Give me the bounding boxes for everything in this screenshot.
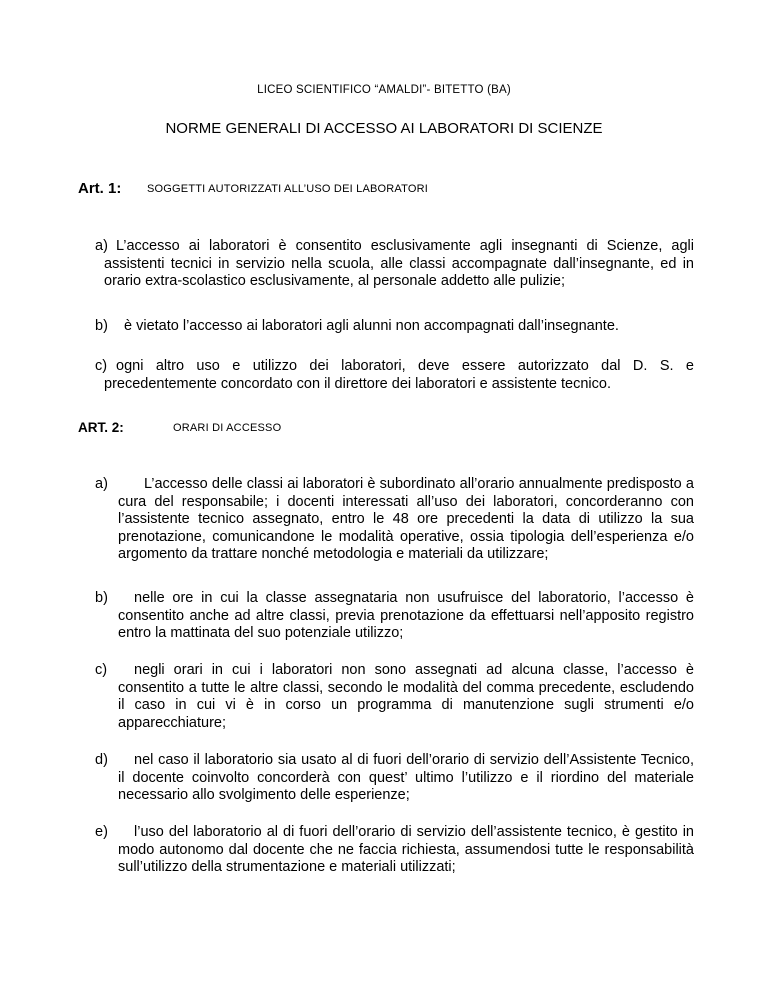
- article-1-item-c-letter: c): [95, 358, 108, 374]
- article-2-item-a-text: L’accesso delle classi ai laboratori è subordinato all’orario annualmente predisposto a cura del responsabile; i docenti interessati all’uso dei laboratori, concorderanno con l’assistente tecnico assegnato, entro le 48 ore precedenti la data di utilizzo la sua prenotazione, comunicandone le modalità operative, ossia tipologia dell’esperienza e/o argomento da trattare nonché metodologia e materiali da utilizzare;: [118, 476, 694, 562]
- school-header: LICEO SCIENTIFICO “AMALDI”- BITETTO (BA): [257, 84, 511, 96]
- article-2-item-e-text: l’uso del laboratorio al di fuori dell’orario di servizio dell’assistente tecnico, è gestito in modo autonomo dal docente che ne faccia richiesta, assumendosi tutte le responsabilità sull’utilizzo della strumentazione e materiali utilizzati;: [118, 824, 694, 875]
- article-2-item-c-letter: c): [95, 662, 108, 678]
- article-2-item-c-text: negli orari in cui i laboratori non sono assegnati ad alcuna classe, l’accesso è consentito a tutte le altre classi, secondo le modalità del comma precedente, escludendo il caso in cui vi è in corso un programma di manutenzione sugli strumenti e/o apparecchiature;: [118, 662, 694, 731]
- article-2-item-d-letter: d): [95, 752, 108, 768]
- article-2-item-a-letter: a): [95, 476, 108, 492]
- article-1-item-a-letter: a): [95, 238, 108, 254]
- article-1-item-c-text: ogni altro uso e utilizzo dei laboratori, deve essere autorizzato dal D. S. e precedentemente concordato con il direttore dei laboratori e assistente tecnico.: [104, 358, 694, 392]
- article-2-label: ART. 2:: [78, 420, 124, 435]
- article-1-title: SOGGETTI AUTORIZZATI ALL’USO DEI LABORATORI: [147, 183, 429, 195]
- document-title: NORME GENERALI DI ACCESSO AI LABORATORI DI SCIENZE: [165, 120, 603, 137]
- article-1-item-b-text: è vietato l’accesso ai laboratori agli alunni non accompagnati dall’insegnante.: [124, 318, 619, 334]
- article-2-item-b-text: nelle ore in cui la classe assegnataria non usufruisce del laboratorio, l’accesso è consentito anche ad altre classi, previa prenotazione da effettuarsi nell’apposito registro entro la mattinata del suo potenziale utilizzo;: [118, 590, 694, 641]
- article-2-title: ORARI DI ACCESSO: [173, 422, 282, 434]
- article-1-item-b-letter: b): [95, 318, 108, 334]
- article-1-item-a-text: L’accesso ai laboratori è consentito esclusivamente agli insegnanti di Scienze, agli assistenti tecnici in servizio nella scuola, alle classi accompagnate dall’insegnante, ed in orario extra-scolastico esclusivamente, al personale addetto alle pulizie;: [104, 238, 694, 289]
- article-1-label: Art. 1:: [78, 180, 122, 197]
- article-2-item-d-text: nel caso il laboratorio sia usato al di fuori dell’orario di servizio dell’Assistente Tecnico, il docente coinvolto concorderà con quest’ ultimo l’utilizzo e il riordino del materiale necessario allo svolgimento delle esperienze;: [118, 752, 694, 803]
- article-2-item-b-letter: b): [95, 590, 108, 606]
- article-2-item-e-letter: e): [95, 824, 108, 840]
